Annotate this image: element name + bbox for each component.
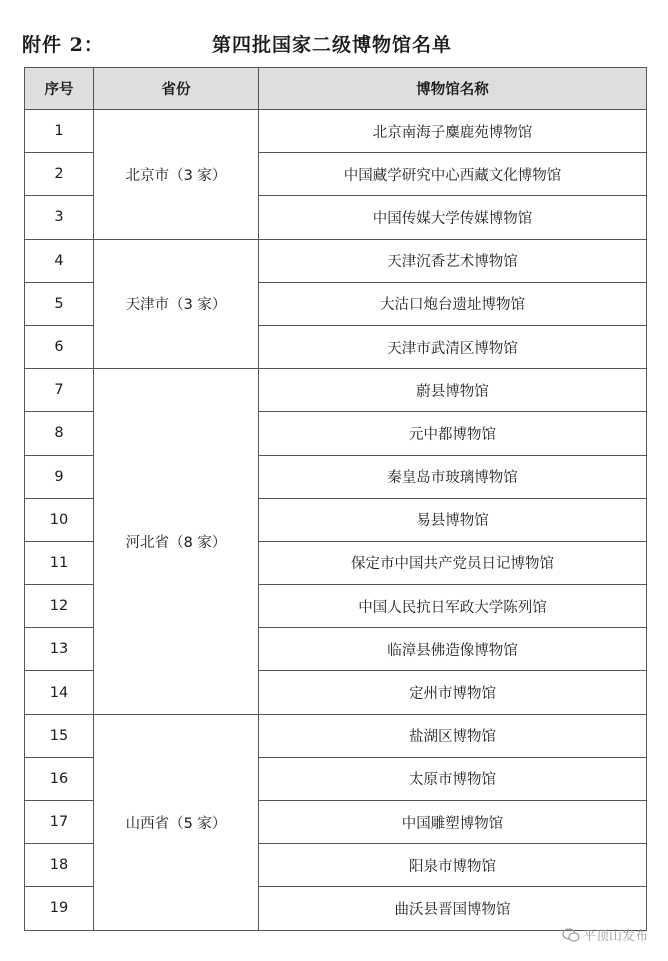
table-row: [25, 714, 647, 757]
museum-name: 太原市博物馆: [259, 757, 647, 800]
museum-name: 中国传媒大学传媒博物馆: [259, 196, 647, 239]
wechat-icon: [562, 928, 580, 942]
museum-name: 北京南海子麋鹿苑博物馆: [259, 110, 647, 153]
museum-name: 元中都博物馆: [259, 412, 647, 455]
row-number: 19: [25, 887, 94, 930]
province-cell: 北京市（3 家）: [94, 110, 259, 240]
header-museum-name: 博物馆名称: [259, 68, 647, 110]
row-number: 12: [25, 585, 94, 628]
row-number: 6: [25, 325, 94, 368]
museum-table: [24, 67, 647, 931]
museum-name: 蔚县博物馆: [259, 369, 647, 412]
table-row: [25, 369, 647, 412]
table-row: [25, 239, 647, 282]
heading-row: [22, 30, 652, 60]
header-province: 省份: [94, 68, 259, 110]
row-number: 4: [25, 239, 94, 282]
row-number: 7: [25, 369, 94, 412]
province-cell: 河北省（8 家）: [94, 369, 259, 715]
museum-name: 易县博物馆: [259, 498, 647, 541]
row-number: 14: [25, 671, 94, 714]
header-number: 序号: [25, 68, 94, 110]
row-number: 17: [25, 801, 94, 844]
row-number: 15: [25, 714, 94, 757]
row-number: 18: [25, 844, 94, 887]
museum-name: 临漳县佛造像博物馆: [259, 628, 647, 671]
museum-name: 阳泉市博物馆: [259, 844, 647, 887]
museum-name: 大沽口炮台遗址博物馆: [259, 282, 647, 325]
museum-name: 中国雕塑博物馆: [259, 801, 647, 844]
row-number: 9: [25, 455, 94, 498]
museum-name: 曲沃县晋国博物馆: [259, 887, 647, 930]
watermark-text: 平顶山发布: [582, 929, 648, 944]
row-number: 16: [25, 757, 94, 800]
museum-name: 中国人民抗日军政大学陈列馆: [259, 585, 647, 628]
row-number: 5: [25, 282, 94, 325]
province-cell: 天津市（3 家）: [94, 239, 259, 369]
document-title: 第四批国家二级博物馆名单: [212, 34, 453, 56]
museum-name: 天津沉香艺术博物馆: [259, 239, 647, 282]
museum-name: 秦皇岛市玻璃博物馆: [259, 455, 647, 498]
museum-name: 中国藏学研究中心西藏文化博物馆: [259, 153, 647, 196]
table-body: [25, 110, 647, 931]
row-number: 10: [25, 498, 94, 541]
museum-name: 盐湖区博物馆: [259, 714, 647, 757]
row-number: 2: [25, 153, 94, 196]
province-cell: 山西省（5 家）: [94, 714, 259, 930]
table-header-row: [25, 68, 647, 110]
museum-name: 定州市博物馆: [259, 671, 647, 714]
attachment-label: 附件 2：: [22, 34, 104, 56]
watermark: [562, 925, 648, 944]
museum-name: 保定市中国共产党员日记博物馆: [259, 541, 647, 584]
table-row: [25, 110, 647, 153]
row-number: 13: [25, 628, 94, 671]
row-number: 11: [25, 541, 94, 584]
row-number: 3: [25, 196, 94, 239]
row-number: 8: [25, 412, 94, 455]
row-number: 1: [25, 110, 94, 153]
museum-name: 天津市武清区博物馆: [259, 325, 647, 368]
